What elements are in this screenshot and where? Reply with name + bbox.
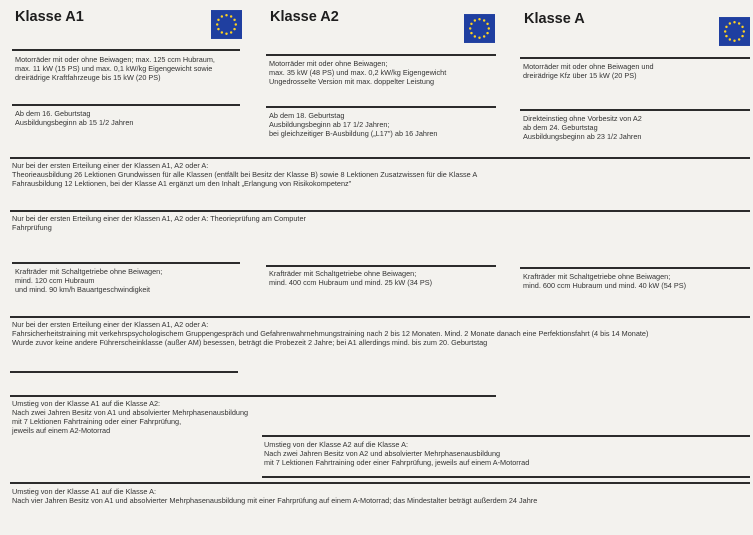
flag-star xyxy=(233,19,235,21)
title-klasse-a2: Klasse A2 xyxy=(270,9,339,25)
flag-star xyxy=(486,32,488,34)
flag-star xyxy=(486,23,488,25)
divider xyxy=(520,57,750,59)
divider xyxy=(520,267,750,269)
flag-star xyxy=(225,14,227,16)
description-a: Motorräder mit oder ohne Beiwagen und dreirädrige Kfz über 15 kW (20 PS) xyxy=(523,62,654,81)
flag-star xyxy=(741,35,743,37)
description-a1: Motorräder mit oder ohne Beiwagen; max. 125 ccm Hubraum, max. 11 kW (15 PS) und max. 0,1 kW/kg Eigengewicht sowie dreirädrige Kraftfahrzeuge bis 15 kW (20 PS) xyxy=(15,55,215,83)
divider xyxy=(12,104,240,106)
divider xyxy=(266,265,496,267)
divider xyxy=(262,476,750,478)
divider xyxy=(262,435,750,437)
flag-star xyxy=(470,23,472,25)
upgrade-a1-to-a: Umstieg von der Klasse A1 auf die Klasse A: Nach vier Jahren Besitz von A1 und absolvierter Mehrphasenausbildung mit einer Fahrprüfung auf einem A-Motorrad; das Mindestalter beträgt außerdem 24 Jahre xyxy=(12,487,538,506)
flag-star xyxy=(738,38,740,40)
flag-star xyxy=(230,15,232,17)
flag-star xyxy=(474,35,476,37)
eu-flag-icon xyxy=(719,17,750,46)
divider xyxy=(266,106,496,108)
flag-star xyxy=(483,19,485,21)
flag-star xyxy=(725,26,727,28)
flag-star xyxy=(733,40,735,42)
divider xyxy=(10,157,750,159)
flag-star xyxy=(725,35,727,37)
flag-star xyxy=(469,27,471,29)
divider xyxy=(520,109,750,111)
test-vehicle-a: Krafträder mit Schaltgetriebe ohne Beiwagen; mind. 600 ccm Hubraum und mind. 40 kW (54 PS) xyxy=(523,272,687,291)
age-requirement-a2: Ab dem 18. Geburtstag Ausbildungsbeginn ab 17 1/2 Jahren; bei gleichzeitiger B-Ausbildung („L17") ab 16 Jahren xyxy=(269,111,438,139)
flag-star xyxy=(729,38,731,40)
test-vehicle-a1: Krafträder mit Schaltgetriebe ohne Beiwagen; mind. 120 ccm Hubraum und mind. 90 km/h Bauartgeschwindigkeit xyxy=(15,267,163,295)
flag-star xyxy=(221,15,223,17)
flag-star xyxy=(221,31,223,33)
flag-star xyxy=(235,23,237,25)
flag-star xyxy=(217,28,219,30)
title-klasse-a1: Klasse A1 xyxy=(15,9,84,25)
flag-star xyxy=(217,19,219,21)
theory-training-info: Nur bei der ersten Erteilung einer der Klassen A1, A2 oder A: Theorieausbildung 26 Lektionen Grundwissen für alle Klassen (entfällt bei Besitz der Klasse B) sowie 8 Lektionen Zusatzwissen für die Klasse A Fahrausbildung 12 Lektionen, bei der Klasse A1 ergänzt um den Inhalt „Erlangung von Risikokompetenz" xyxy=(12,161,478,189)
description-a2: Motorräder mit oder ohne Beiwagen; max. 35 kW (48 PS) und max. 0,2 kW/kg Eigengewicht Ungedrosselte Version mit max. doppelter Leistung xyxy=(269,59,447,87)
divider xyxy=(12,49,240,51)
upgrade-a1-to-a2: Umstieg von der Klasse A1 auf die Klasse A2: Nach zwei Jahren Besitz von A1 und absolvierter Mehrphasenausbildung mit 7 Lektionen Fahrtraining oder einer Fahrprüfung, jeweils auf einem A2-Motorrad xyxy=(12,399,249,436)
test-vehicle-a2: Krafträder mit Schaltgetriebe ohne Beiwagen; mind. 400 ccm Hubraum und mind. 25 kW (34 PS) xyxy=(269,269,433,288)
divider xyxy=(10,395,496,397)
divider xyxy=(10,482,750,484)
flag-star xyxy=(488,27,490,29)
eu-flag-icon xyxy=(464,14,495,43)
flag-star xyxy=(743,30,745,32)
flag-star xyxy=(474,19,476,21)
flag-star xyxy=(230,31,232,33)
divider xyxy=(12,262,240,264)
flag-star xyxy=(741,26,743,28)
flag-star xyxy=(483,35,485,37)
flag-star xyxy=(478,37,480,39)
divider xyxy=(266,54,496,56)
age-requirement-a1: Ab dem 16. Geburtstag Ausbildungsbeginn ab 15 1/2 Jahren xyxy=(15,109,134,128)
flag-star xyxy=(478,18,480,20)
flag-star xyxy=(724,30,726,32)
title-klasse-a: Klasse A xyxy=(524,11,585,27)
age-requirement-a: Direkteinstieg ohne Vorbesitz von A2 ab dem 24. Geburtstag Ausbildungsbeginn ab 23 1/2 Jahren xyxy=(523,114,642,142)
theory-exam-info: Nur bei der ersten Erteilung einer der Klassen A1, A2 oder A: Theorieprüfung am Computer Fahrprüfung xyxy=(12,214,306,233)
multiphase-training-info: Nur bei der ersten Erteilung einer der Klassen A1, A2 oder A: Fahrsicherheitstraining mit verkehrspsychologischem Gruppengespräch und Gefahrenwahrnehmungstraining nach 2 bis 12 Monaten. Mind. 2 Monate danach eine Perfektionsfahrt (4 bis 14 Monate) Wurde zuvor keine andere Führerscheinklasse (außer AM) besessen, beträgt die Probezeit 2 Jahre; bei A1 allerdings mind. bis zum 20. Geburtstag xyxy=(12,320,649,348)
flag-star xyxy=(233,28,235,30)
flag-star xyxy=(729,22,731,24)
eu-flag-icon xyxy=(211,10,242,39)
flag-star xyxy=(225,33,227,35)
flag-star xyxy=(470,32,472,34)
divider xyxy=(10,371,238,373)
divider xyxy=(10,210,750,212)
flag-star xyxy=(216,23,218,25)
upgrade-a2-to-a: Umstieg von der Klasse A2 auf die Klasse A: Nach zwei Jahren Besitz von A2 und absolvierter Mehrphasenausbildung mit 7 Lektionen Fahrtraining oder einer Fahrprüfung, jeweils auf einem A-Motorrad xyxy=(264,440,530,468)
flag-star xyxy=(733,21,735,23)
flag-star xyxy=(738,22,740,24)
divider xyxy=(10,316,750,318)
